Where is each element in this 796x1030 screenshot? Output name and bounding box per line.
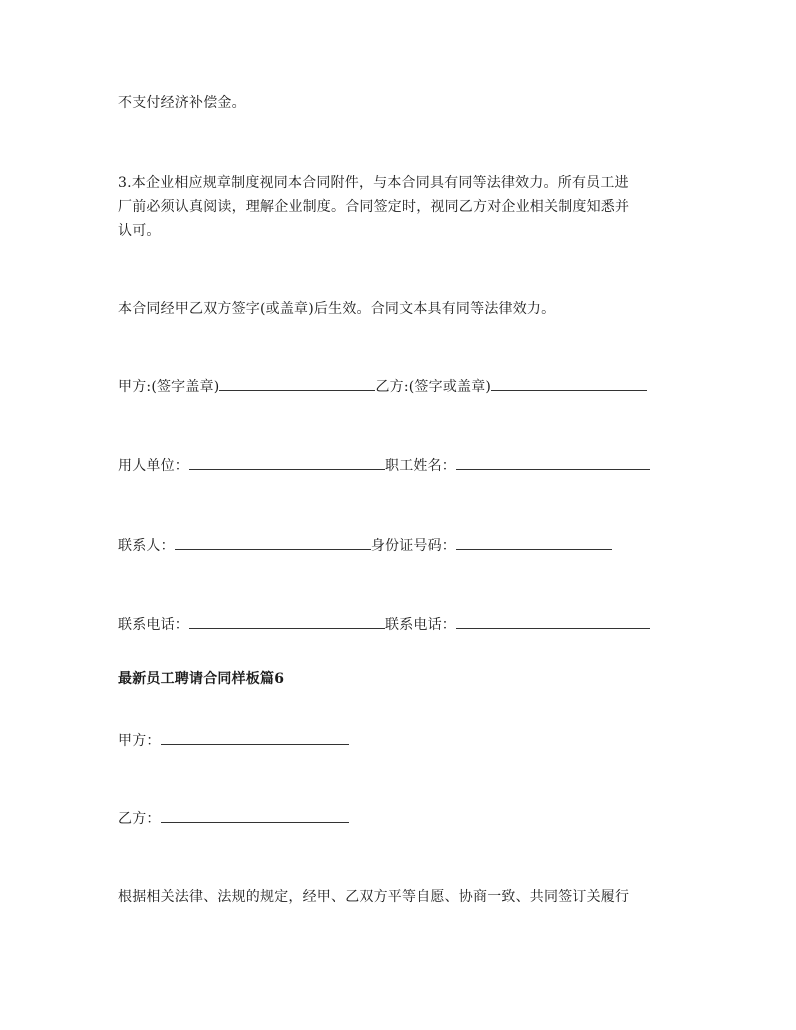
- party-b-row: [118, 808, 349, 830]
- party-a-label: 甲方：: [118, 733, 161, 749]
- signature-row-phone: [118, 614, 650, 636]
- party-a-blank: [161, 730, 349, 745]
- paragraph-rules-line-2: 厂前必须认真阅读，理解企业制度。合同签定时，视同乙方对企业相关制度知悉并: [118, 199, 630, 215]
- employer-label: 用人单位：: [118, 458, 189, 474]
- phone-b-blank: [456, 614, 650, 629]
- party-a-row: [118, 730, 349, 752]
- signature-row-parties: [118, 376, 647, 398]
- party-b-signature-blank: [491, 376, 647, 391]
- id-number-label: 身份证号码：: [370, 538, 457, 554]
- party-b-blank: [161, 808, 349, 823]
- paragraph-rules-line-1: 3.本企业相应规章制度视同本合同附件，与本合同具有同等法律效力。所有员工进: [118, 175, 629, 191]
- paragraph-agreement: 根据相关法律、法规的规定，经甲、乙双方平等自愿、协商一致、共同签订关履行: [118, 889, 630, 905]
- paragraph-effective: 本合同经甲乙双方签字(或盖章)后生效。合同文本具有同等法律效力。: [118, 301, 556, 317]
- party-b-signature-label: 乙方:(签字或盖章): [375, 379, 492, 395]
- contact-label: 联系人：: [118, 538, 175, 554]
- phone-b-label: 联系电话：: [385, 617, 456, 633]
- paragraph-rules-line-3: 认可。: [118, 223, 161, 239]
- contact-blank: [175, 535, 371, 550]
- signature-row-contact: [118, 535, 612, 557]
- paragraph-compensation: 不支付经济补偿金。: [118, 95, 246, 111]
- party-b-label: 乙方：: [118, 811, 161, 827]
- signature-row-employer: [118, 455, 650, 477]
- phone-a-label: 联系电话：: [118, 617, 189, 633]
- employee-name-label: 职工姓名：: [385, 458, 456, 474]
- section-title: 最新员工聘请合同样板篇6: [118, 671, 285, 687]
- party-a-signature-label: 甲方:(签字盖章): [118, 379, 220, 395]
- employee-name-blank: [456, 455, 650, 470]
- id-number-blank: [456, 535, 612, 550]
- party-a-signature-blank: [219, 376, 375, 391]
- phone-a-blank: [189, 614, 385, 629]
- employer-blank: [189, 455, 385, 470]
